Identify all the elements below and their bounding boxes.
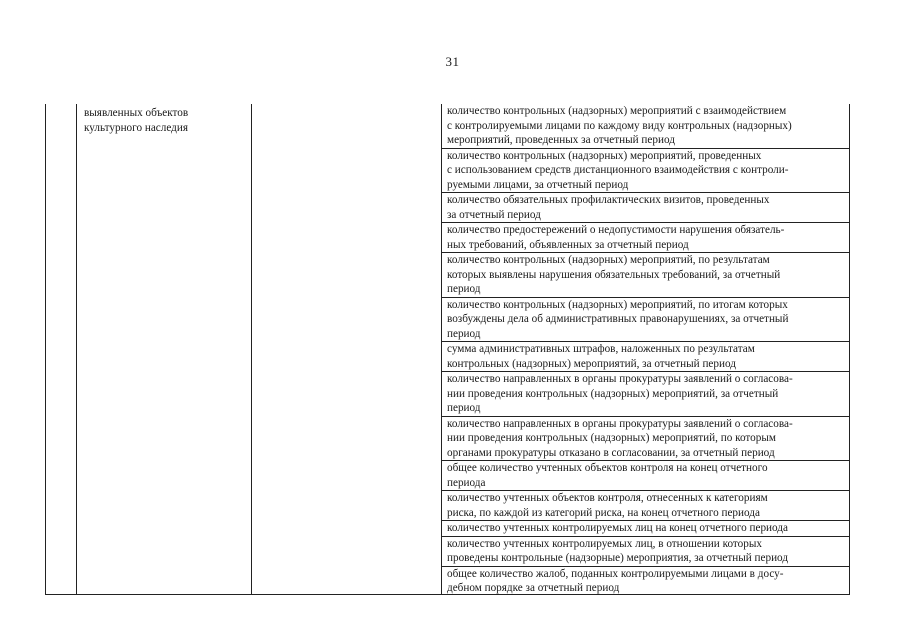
indicator-text-line: которых выявлены нарушения обязательных требований, за отчетный [447, 268, 781, 281]
page-number: 31 [445, 54, 460, 69]
indicator-row [442, 342, 850, 372]
indicator-row [442, 104, 850, 149]
indicator-text-line: количество обязательных профилактических визитов, проведенных [447, 194, 770, 206]
indicator-text-line: контрольных (надзорных) мероприятий, за отчетный период [447, 357, 736, 370]
indicator-row [442, 537, 850, 567]
indicator-text-line: количество учтенных объектов контроля, отнесенных к категориям [447, 492, 768, 504]
object-cell-line: культурного наследия [84, 121, 188, 134]
indicator-text-line: проведены контрольные (надзорные) мероприятия, за отчетный период [447, 552, 789, 564]
indicator-text-line: нии проведения контрольных (надзорных) мероприятий, по которым [447, 432, 776, 444]
indicator-text-line: возбуждены дела об административных правонарушениях, за отчетный [447, 313, 789, 325]
indicator-text-line: органами прокуратуры отказано в согласовании, за отчетный период [447, 446, 775, 459]
object-cell-line: выявленных объектов [84, 107, 189, 119]
indicator-text-line: количество направленных в органы прокуратуры заявлений о согласова- [447, 417, 793, 430]
indicator-text-line: количество контрольных (надзорных) мероприятий, по итогам которых [447, 298, 788, 311]
indicator-row [442, 223, 850, 253]
indicator-row [442, 253, 850, 298]
indicators-table [45, 104, 850, 595]
indicator-text-line: общее количество жалоб, поданных контролируемыми лицами в досу- [447, 567, 784, 580]
indicator-text-line: количество предостережений о недопустимости нарушения обязатель- [447, 224, 785, 236]
indicator-row [442, 491, 850, 521]
indicator-row [442, 298, 850, 343]
indicator-row [442, 149, 850, 194]
column-divider [251, 104, 252, 594]
indicator-text-line: дебном порядке за отчетный период [447, 582, 620, 594]
indicator-row [442, 461, 850, 491]
indicator-row [442, 521, 850, 537]
object-cell [84, 106, 249, 135]
indicator-text-line: период [447, 327, 481, 340]
indicator-text-line: период [447, 283, 481, 295]
indicator-text-line: за отчетный период [447, 208, 541, 221]
indicator-text-line: количество контрольных (надзорных) мероприятий с взаимодействием [447, 105, 787, 117]
indicator-text-line: нии проведения контрольных (надзорных) мероприятий, за отчетный [447, 387, 779, 400]
indicator-text-line: количество контрольных (надзорных) мероприятий, проведенных [447, 149, 762, 162]
column-divider [76, 104, 77, 594]
indicator-text-line: количество учтенных контролируемых лиц на конец отчетного периода [447, 522, 788, 534]
indicator-text-line: сумма административных штрафов, наложенных по результатам [447, 343, 755, 355]
indicator-text-line: с контролируемыми лицами по каждому виду контрольных (надзорных) [447, 119, 792, 132]
indicator-text-line: период [447, 402, 481, 414]
indicator-text-line: количество учтенных контролируемых лиц, в отношении которых [447, 537, 762, 550]
indicator-text-line: количество направленных в органы прокуратуры заявлений о согласова- [447, 373, 793, 385]
indicator-text-line: общее количество учтенных объектов контроля на конец отчетного [447, 462, 768, 474]
indicator-text-line: руемыми лицами, за отчетный период [447, 178, 629, 191]
indicator-text-line: ных требований, объявленных за отчетный период [447, 238, 689, 251]
indicator-text-line: риска, по каждой из категорий риска, на конец отчетного периода [447, 506, 760, 519]
indicator-row [442, 567, 850, 597]
indicator-text-line: с использованием средств дистанционного взаимодействия с контроли- [447, 164, 789, 176]
indicator-text-line: периода [447, 476, 486, 489]
indicator-text-line: мероприятий, проведенных за отчетный период [447, 134, 675, 146]
indicator-row [442, 417, 850, 462]
indicator-row [442, 193, 850, 223]
indicator-row [442, 372, 850, 417]
indicator-text-line: количество контрольных (надзорных) мероприятий, по результатам [447, 254, 770, 266]
